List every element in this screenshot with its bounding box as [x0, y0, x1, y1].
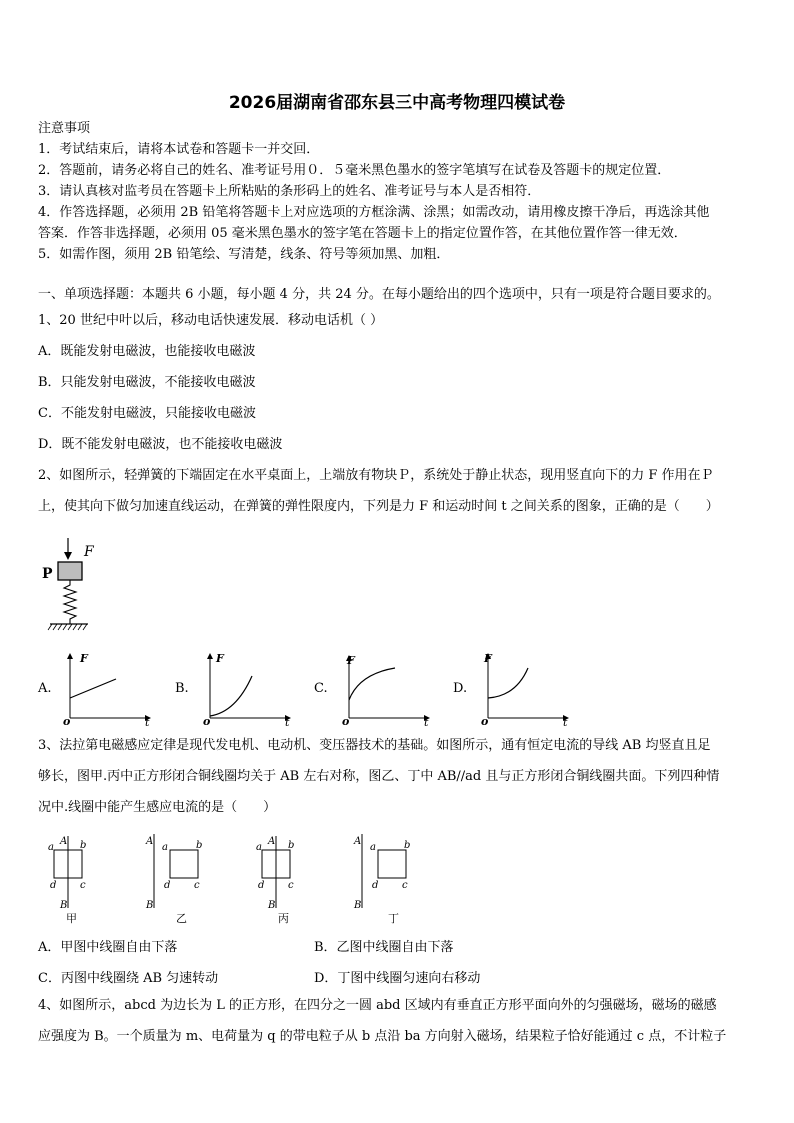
q3-figure-jia: [48, 830, 108, 926]
q2-stem-line1: 2、如图所示，轻弹簧的下端固定在水平桌面上，上端放有物块Ｐ，系统处于静止状态，现用竖直向下的力 F 作用在Ｐ: [38, 468, 714, 483]
q4-stem-line1: 4、如图所示，abcd 为边长为 L 的正方形，在四分之一圆 abd 区域内有垂直正方形平面向外的匀强磁场，磁场的磁感: [38, 998, 717, 1013]
svg-text:a: a: [370, 842, 376, 853]
graph-b-origin: o: [203, 715, 211, 728]
q2-graph-d-letter: D.: [453, 681, 468, 696]
q2-graph-d: [476, 648, 574, 728]
svg-text:A: A: [354, 836, 362, 847]
notice-item-4-cont: 答案．作答非选择题，必须用 05 毫米黑色墨水的签字笔在答题卡上的指定位置作答，在其他位置作答一律无效．: [38, 226, 687, 241]
q2-graph-a-letter: A.: [38, 681, 52, 696]
svg-text:A: A: [268, 836, 276, 847]
q4-stem-line2: 应强度为 B。一个质量为 m、电荷量为 q 的带电粒子从 b 点沿 ba 方向射入磁场，结果粒子恰好能通过 c 点，不计粒子: [38, 1029, 727, 1044]
q1-stem: 1、20 世纪中叶以后，移动电话快速发展．移动电话机（ ）: [38, 313, 384, 328]
q3-stem-line3: 况中.线圈中能产生感应电流的是（ ）: [38, 800, 277, 815]
svg-text:d: d: [258, 880, 265, 891]
curve-c: [349, 668, 395, 700]
caption-ding: 丁: [388, 912, 399, 925]
svg-text:c: c: [194, 880, 200, 891]
block-p-label: P: [42, 566, 53, 582]
svg-text:d: d: [164, 880, 171, 891]
svg-text:B: B: [268, 900, 276, 911]
block-p: [58, 562, 82, 580]
notice-item-5: 5．如需作图，须用 2B 铅笔绘、写清楚，线条、符号等须加黑、加粗．: [38, 247, 450, 262]
svg-text:a: a: [162, 842, 168, 853]
graph-b-ylabel: F: [216, 652, 224, 665]
graph-d-xlabel: t: [563, 716, 568, 728]
caption-yi: 乙: [176, 912, 187, 925]
q2-graph-b-letter: B.: [175, 681, 189, 696]
q3-figure-bing: [254, 830, 314, 926]
q3-option-b: B．乙图中线圈自由下落: [314, 940, 454, 955]
q2-graph-c-letter: C.: [314, 681, 328, 696]
q3-figure-ding: [350, 830, 420, 926]
caption-jia: 甲: [66, 912, 77, 925]
svg-text:d: d: [50, 880, 57, 891]
notice-heading: 注意事项: [38, 121, 91, 136]
graph-a-origin: o: [63, 715, 71, 728]
q1-option-b: B．只能发射电磁波，不能接收电磁波: [38, 375, 256, 390]
ground-hatching: [48, 624, 87, 630]
q3-option-c: C．丙图中线圈绕 AB 匀速转动: [38, 971, 219, 986]
q3-stem-line2: 够长，图甲.丙中正方形闭合铜线圈均关于 AB 左右对称，图乙、丁中 AB//ad 且与正方形闭合铜线圈共面。下列四种情: [38, 769, 720, 784]
force-label: F: [84, 544, 94, 560]
graph-b-xlabel: t: [285, 716, 290, 728]
graph-c-ylabel: F: [347, 654, 355, 667]
section-heading: 一、单项选择题：本题共 6 小题，每小题 4 分，共 24 分。在每小题给出的四个选项中，只有一项是符合题目要求的。: [38, 287, 720, 302]
q3-option-a: A．甲图中线圈自由下落: [38, 940, 178, 955]
svg-text:a: a: [48, 842, 54, 853]
coil-yi: [170, 850, 198, 878]
svg-text:d: d: [372, 880, 379, 891]
notice-item-4: 4．作答选择题，必须用 2B 铅笔将答题卡上对应选项的方框涂满、涂黑；如需改动，请用橡皮擦干净后，再选涂其他: [38, 205, 710, 220]
svg-text:c: c: [402, 880, 408, 891]
caption-bing: 丙: [278, 912, 289, 925]
svg-text:B: B: [146, 900, 154, 911]
notice-item-3: 3．请认真核对监考员在答题卡上所粘贴的条形码上的姓名、准考证号与本人是否相符．: [38, 184, 541, 199]
curve-d: [488, 668, 528, 698]
curve-b: [210, 676, 252, 716]
svg-text:A: A: [146, 836, 154, 847]
q1-option-d: D．既不能发射电磁波，也不能接收电磁波: [38, 437, 283, 452]
curve-a: [70, 679, 116, 698]
q2-stem-line2: 上，使其向下做匀加速直线运动，在弹簧的弹性限度内，下列是力 F 和运动时间 t 之间关系的图象，正确的是（ ）: [38, 499, 719, 514]
coil-ding: [378, 850, 406, 878]
svg-text:b: b: [196, 840, 203, 851]
q1-option-a: A．既能发射电磁波，也能接收电磁波: [38, 344, 256, 359]
q3-option-d: D．丁图中线圈匀速向右移动: [314, 971, 481, 986]
svg-text:B: B: [60, 900, 68, 911]
graph-c-origin: o: [342, 715, 350, 728]
svg-text:B: B: [354, 900, 362, 911]
graph-a-xlabel: t: [145, 716, 150, 728]
svg-text:a: a: [256, 842, 262, 853]
notice-item-2: 2．答题前，请务必将自己的姓名、准考证号用０．５毫米黑色墨水的签字笔填写在试卷及答题卡的规定位置．: [38, 163, 671, 178]
q2-graph-a: [58, 648, 156, 728]
exam-title: 2026届湖南省邵东县三中高考物理四模试卷: [228, 93, 566, 113]
graph-a-ylabel: F: [80, 652, 88, 665]
graph-d-ylabel: F: [484, 652, 492, 665]
svg-text:c: c: [80, 880, 86, 891]
svg-text:c: c: [288, 880, 294, 891]
q3-figure-yi: [140, 830, 210, 926]
force-arrow-head: [64, 552, 72, 560]
spring-block-figure: [36, 536, 106, 640]
q3-stem-line1: 3、法拉第电磁感应定律是现代发电机、电动机、变压器技术的基础。如图所示，通有恒定电流的导线 AB 均竖直且足: [38, 738, 711, 753]
q2-graph-c: [337, 650, 435, 728]
graph-d-origin: o: [481, 715, 489, 728]
svg-text:A: A: [60, 836, 68, 847]
svg-text:b: b: [404, 840, 411, 851]
q1-option-c: C．不能发射电磁波，只能接收电磁波: [38, 406, 256, 421]
notice-item-1: 1．考试结束后，请将本试卷和答题卡一并交回．: [38, 142, 320, 157]
spring: [64, 580, 76, 624]
q2-graph-b: [198, 648, 296, 728]
graph-c-xlabel: t: [424, 716, 429, 728]
svg-text:b: b: [288, 840, 295, 851]
svg-text:b: b: [80, 840, 87, 851]
